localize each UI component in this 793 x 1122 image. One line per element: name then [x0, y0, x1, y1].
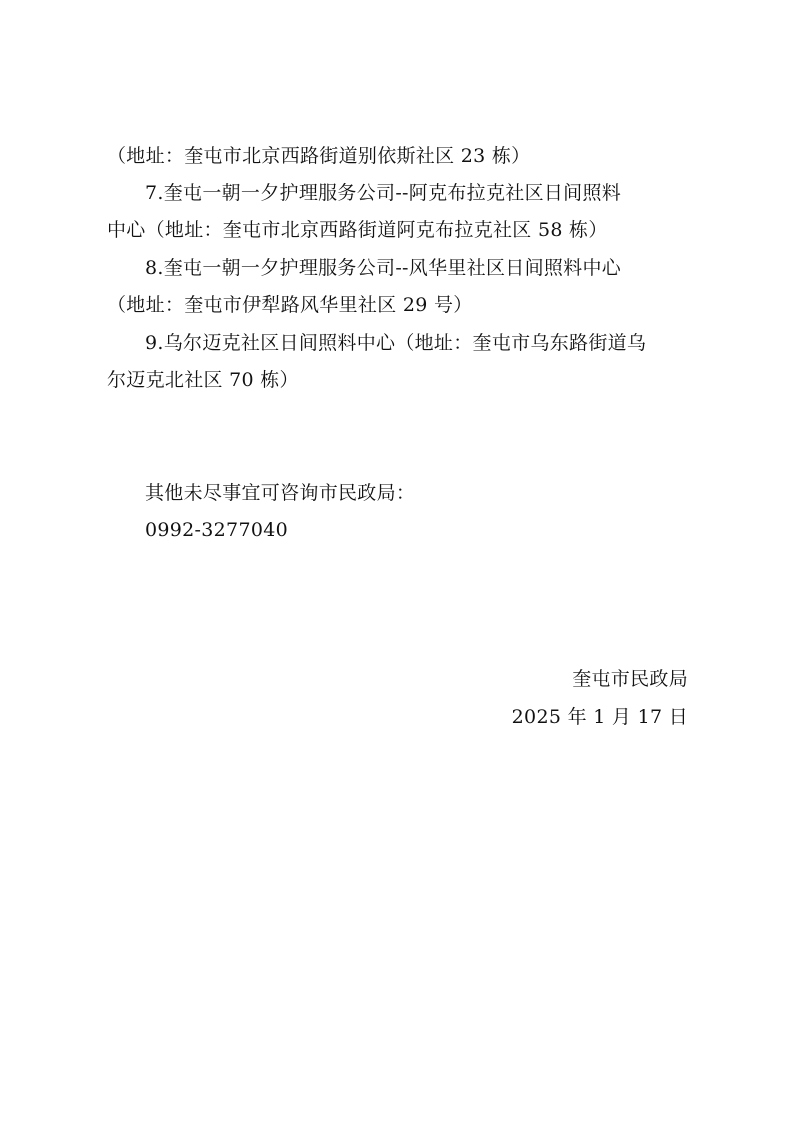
list-item-9-continued: 尔迈克北社区 70 栋）	[107, 369, 299, 391]
list-item-9: 9.乌尔迈克社区日间照料中心（地址：奎屯市乌东路街道乌	[145, 332, 647, 354]
list-item-7: 7.奎屯一朝一夕护理服务公司--阿克布拉克社区日间照料	[145, 182, 622, 204]
address-line-6: （地址：奎屯市北京西路街道别依斯社区 23 栋）	[107, 145, 531, 167]
signature-date: 2025 年 1 月 17 日	[511, 706, 688, 728]
signature-organization: 奎屯市民政局	[572, 668, 688, 690]
list-item-7-continued: 中心（地址：奎屯市北京西路街道阿克布拉克社区 58 栋）	[107, 219, 608, 241]
contact-phone: 0992-3277040	[145, 519, 288, 541]
list-item-8-continued: （地址：奎屯市伊犁路风华里社区 29 号）	[107, 294, 473, 316]
list-item-8: 8.奎屯一朝一夕护理服务公司--风华里社区日间照料中心	[145, 257, 622, 279]
contact-note: 其他未尽事宜可咨询市民政局：	[145, 482, 416, 504]
